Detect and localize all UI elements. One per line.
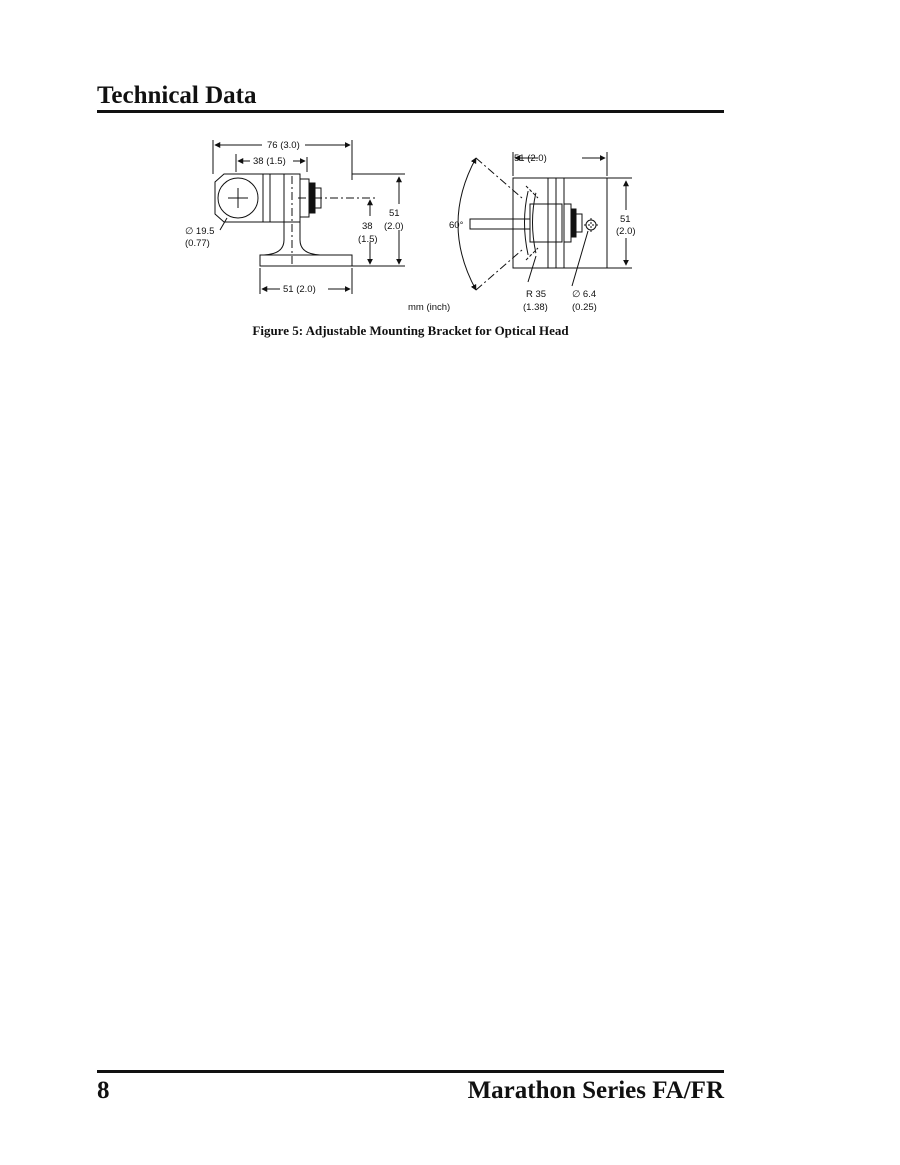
dim-left-height-in: (2.0) (384, 221, 404, 232)
page-number: 8 (97, 1077, 110, 1104)
dim-axis-height-in: (1.5) (358, 234, 378, 245)
page-header-title: Technical Data (97, 82, 257, 109)
dim-total-width: 76 (3.0) (267, 140, 300, 151)
header-rule (97, 110, 724, 113)
right-front-view (458, 152, 632, 290)
dim-mount-hole-in: (0.25) (572, 302, 597, 313)
dim-top-width-right: 51 (2.0) (514, 153, 547, 164)
figure-caption: Figure 5: Adjustable Mounting Bracket for Optical Head (252, 323, 569, 338)
dim-adjust-angle: 60° (449, 220, 464, 231)
dim-left-height-mm: 51 (389, 208, 400, 219)
dim-right-height-mm: 51 (620, 214, 631, 225)
dim-half-width: 38 (1.5) (253, 156, 286, 167)
units-note: mm (inch) (408, 302, 451, 313)
left-side-view (213, 140, 405, 294)
dim-hole-diameter-mm: ∅ 19.5 (185, 226, 215, 237)
mounting-bracket-drawing (170, 132, 650, 318)
dim-mount-hole-mm: ∅ 6.4 (572, 289, 597, 300)
dim-base-width: 51 (2.0) (283, 284, 316, 295)
footer-rule (97, 1070, 724, 1073)
technical-drawing-svg (170, 132, 650, 318)
dim-right-height-in: (2.0) (616, 226, 636, 237)
dim-axis-height-mm: 38 (362, 221, 373, 232)
product-series-name: Marathon Series FA/FR (467, 1077, 724, 1104)
dim-slot-radius-in: (1.38) (523, 302, 548, 313)
dim-hole-diameter-in: (0.77) (185, 238, 210, 249)
dim-slot-radius-mm: R 35 (526, 289, 547, 300)
